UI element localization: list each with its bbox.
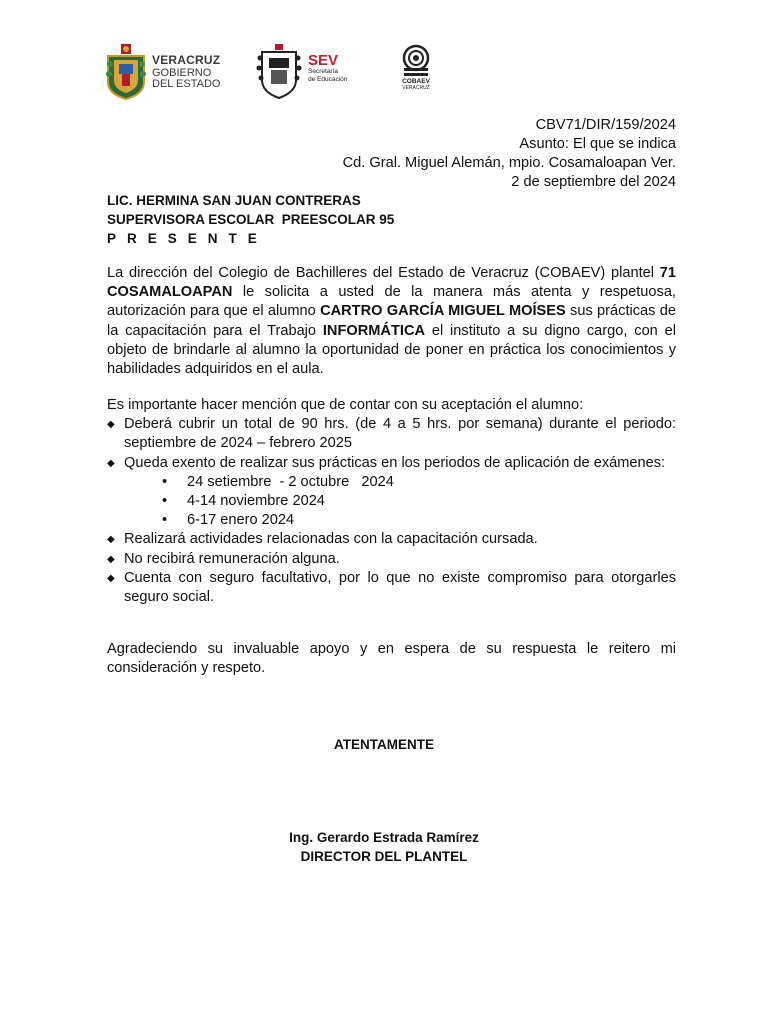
paragraph1-text4: el instituto a su digno cargo, con el objeto de brindarle al alumno la oportunidad de poner en práctica los conocimientos y habilidades adquiridos en el aula. bbox=[107, 322, 676, 378]
training-area: INFORMÁTICA bbox=[322, 322, 426, 339]
condition-exempt bbox=[107, 454, 676, 531]
exam-period-item: • 24 setiembre - 2 octubre 2024 bbox=[170, 473, 676, 492]
reference-number: CBV71/DIR/159/2024 bbox=[535, 117, 676, 133]
student-name: CARTRO GARCÍA MIGUEL MOÍSES bbox=[320, 303, 566, 320]
condition-no-pay-text: No recibirá remuneración alguna. bbox=[124, 550, 340, 567]
request-paragraph bbox=[107, 264, 676, 379]
recipient-title: SUPERVISORA ESCOLAR PREESCOLAR 95 bbox=[107, 212, 395, 227]
cobaev-name: COBAEV bbox=[402, 78, 430, 85]
closing-paragraph: Agradeciendo su invaluable apoyo y en espera de su respuesta le reitero mi consideración y respeto. bbox=[107, 641, 676, 677]
condition-exempt-text: Queda exento de realizar sus prácticas en los periodos de aplicación de exámenes: bbox=[124, 454, 666, 471]
sev-abbr: SEV bbox=[308, 52, 339, 69]
veracruz-logo-line2: GOBIERNO bbox=[152, 66, 212, 79]
cobaev-sub: VERACRUZ bbox=[402, 85, 430, 91]
sev-line2: de Educación bbox=[308, 75, 348, 83]
condition-no-pay bbox=[107, 550, 676, 569]
condition-hours-text: Deberá cubrir un total de 90 hrs. (de 4 a 5 hrs. por semana) durante el periodo: septiembre de 2024 – febrero 2025 bbox=[124, 416, 676, 452]
sev-emblem-icon bbox=[256, 44, 302, 100]
recipient-name: LIC. HERMINA SAN JUAN CONTRERAS bbox=[107, 193, 361, 208]
document-header bbox=[343, 116, 676, 192]
signature-block bbox=[0, 828, 768, 866]
cobaev-logo bbox=[396, 44, 436, 100]
condition-activities-text: Realizará actividades relacionadas con la capacitación cursada. bbox=[124, 531, 538, 548]
signer-title: DIRECTOR DEL PLANTEL bbox=[300, 849, 468, 864]
presente-label: PRESENTE bbox=[107, 231, 268, 246]
atentamente-label: ATENTAMENTE bbox=[334, 737, 434, 752]
condition-hours bbox=[107, 415, 676, 453]
condition-activities bbox=[107, 530, 676, 549]
exam-period-item: • 6-17 enero 2024 bbox=[170, 511, 676, 530]
sev-logo bbox=[256, 44, 356, 100]
paragraph1-text1: La dirección del Colegio de Bachilleres del Estado de Veracruz (COBAEV) plantel bbox=[107, 265, 660, 281]
paragraph1-text3: sus prácticas de la capacitación para el Trabajo bbox=[107, 303, 677, 339]
sev-line1: Secretaría bbox=[308, 68, 338, 75]
veracruz-logo-text bbox=[152, 55, 220, 91]
place-line: Cd. Gral. Miguel Alemán, mpio. Cosamaloapan Ver. bbox=[342, 155, 676, 171]
conditions-section bbox=[107, 396, 676, 607]
veracruz-logo-line3: DEL ESTADO bbox=[152, 78, 221, 90]
exam-period-item: • 4-14 noviembre 2024 bbox=[170, 492, 676, 511]
campus-name: 71 COSAMALOAPAN bbox=[107, 265, 676, 301]
recipient-block bbox=[107, 191, 394, 248]
cobaev-spiral-icon bbox=[396, 44, 436, 78]
veracruz-government-logo bbox=[104, 44, 229, 100]
date-line: 2 de septiembre del 2024 bbox=[511, 174, 676, 190]
signer-name: Ing. Gerardo Estrada Ramírez bbox=[289, 830, 479, 845]
sev-logo-text bbox=[308, 53, 347, 83]
exam-periods-list bbox=[124, 473, 676, 531]
subject-line: Asunto: El que se indica bbox=[519, 136, 676, 152]
veracruz-logo-line1: VERACRUZ bbox=[152, 53, 221, 67]
conditions-intro: Es importante hacer mención que de contar con su aceptación el alumno: bbox=[107, 397, 584, 413]
cobaev-logo-text bbox=[396, 78, 436, 92]
conditions-list bbox=[107, 415, 676, 607]
condition-insurance bbox=[107, 569, 676, 607]
condition-insurance-text: Cuenta con seguro facultativo, por lo que no existe compromiso para otorgarles seguro social. bbox=[124, 569, 676, 606]
paragraph1-text2: le solicita a usted de la manera más atenta y respetuosa, autorización para que el alumno bbox=[107, 284, 676, 320]
veracruz-coat-of-arms-icon bbox=[104, 44, 148, 100]
